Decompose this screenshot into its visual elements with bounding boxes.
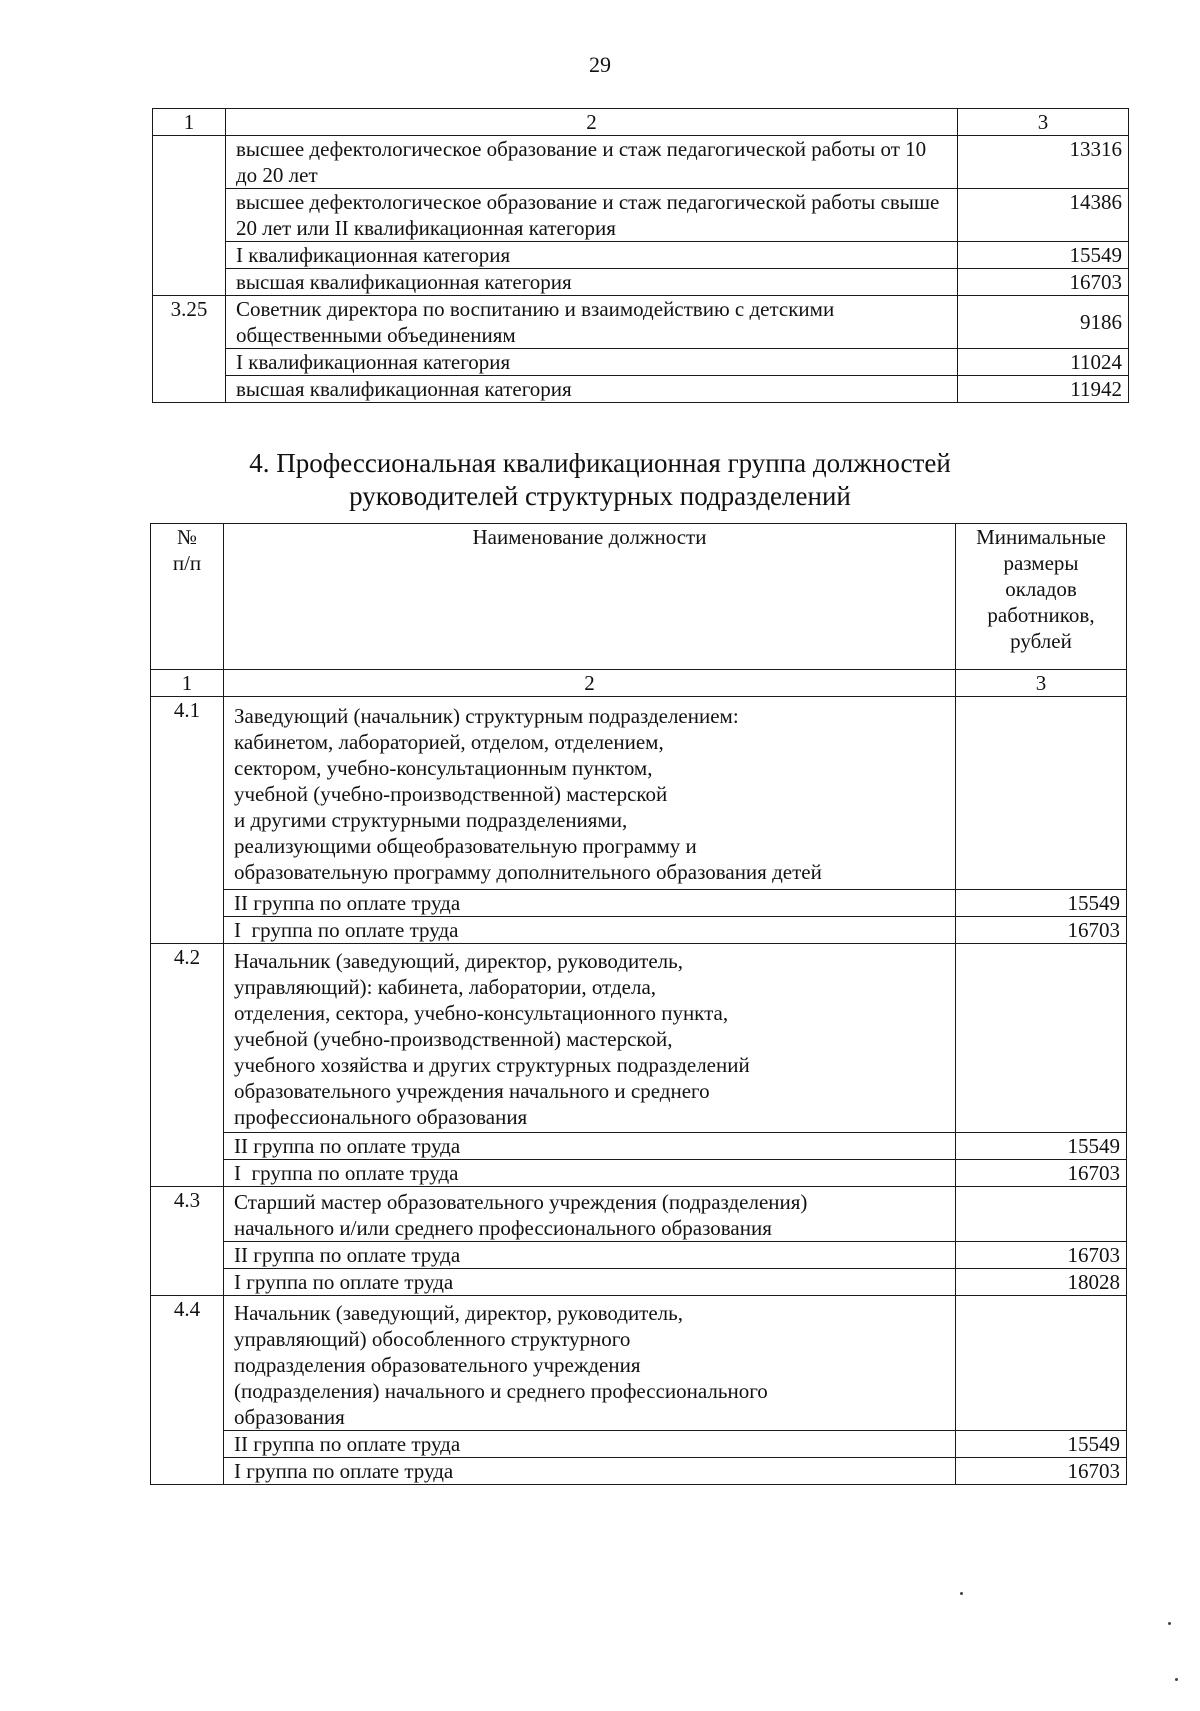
section4-table <box>150 523 1127 1485</box>
position-name: I группа по оплате труда <box>224 917 956 944</box>
salary-value: 9186 <box>958 296 1129 349</box>
position-name: высшая квалификационная категория <box>226 269 958 296</box>
section-title-line: 4. Профессиональная квалификационная группа должностей <box>249 448 951 478</box>
salary-value <box>956 697 1127 890</box>
position-name: II группа по оплате труда <box>224 1133 956 1160</box>
col-header-salary-line: рублей <box>1010 629 1072 653</box>
col-header-number <box>151 524 224 670</box>
col-header-salary-line: размеры <box>1003 551 1079 575</box>
position-name: I квалификационная категория <box>226 349 958 376</box>
position-name: высшая квалификационная категория <box>226 376 958 403</box>
page-number: 29 <box>589 52 611 77</box>
salary-value: 18028 <box>956 1269 1127 1296</box>
group-title-line: образовательную программу дополнительного образования детей <box>234 860 822 884</box>
group-title-line: Начальник (заведующий, директор, руководитель, <box>234 1301 683 1325</box>
col-header-number-line: № <box>176 525 198 549</box>
group-title-line: профессионального образования <box>234 1105 528 1129</box>
position-name: Советник директора по воспитанию и взаимодействию с детскими общественными объединениям <box>226 296 958 349</box>
table-row <box>151 1458 1127 1485</box>
salary-value: 11024 <box>958 349 1129 376</box>
col-header-salary-line: Минимальные <box>976 525 1106 549</box>
position-name: II группа по оплате труда <box>224 1242 956 1269</box>
table-row <box>151 1269 1127 1296</box>
continuation-table <box>152 108 1129 403</box>
table-row <box>151 1187 1127 1242</box>
table-row <box>151 1160 1127 1187</box>
group-title-line: подразделения образовательного учреждения <box>234 1353 641 1377</box>
table-row <box>151 697 1127 890</box>
section-title-line: руководителей структурных подразделений <box>349 481 851 511</box>
row-number-cell: 4.2 <box>151 944 224 1187</box>
table-header-row <box>151 524 1127 670</box>
salary-value: 11942 <box>958 376 1129 403</box>
col-header-salary-line: окладов <box>1005 577 1077 601</box>
scan-speck <box>1168 1622 1171 1625</box>
table-row <box>151 917 1127 944</box>
salary-value: 16703 <box>956 917 1127 944</box>
group-title-line: кабинетом, лабораторией, отделом, отделением, <box>234 730 664 754</box>
group-title-line: Старший мастер образовательного учреждения (подразделения) <box>234 1190 808 1214</box>
salary-value: 15549 <box>956 1431 1127 1458</box>
col-header-number-line: п/п <box>172 551 202 575</box>
table-row <box>151 1242 1127 1269</box>
col-index-3: 3 <box>958 109 1129 136</box>
salary-value: 15549 <box>956 890 1127 917</box>
table-row <box>153 349 1129 376</box>
group-title-line: сектором, учебно-консультационным пунктом, <box>234 756 653 780</box>
group-title-line: образования <box>234 1405 345 1429</box>
table-row <box>151 1133 1127 1160</box>
position-name: I группа по оплате труда <box>224 1160 956 1187</box>
group-title-line: (подразделения) начального и среднего профессионального <box>234 1379 768 1403</box>
group-title-line: Заведующий (начальник) структурным подразделением: <box>234 704 739 728</box>
table-row <box>153 376 1129 403</box>
table-row <box>151 944 1127 1133</box>
position-name: высшее дефектологическое образование и стаж педагогической работы свыше 20 лет или II квалификационная категория <box>226 189 958 242</box>
col-index-1: 1 <box>153 109 226 136</box>
col-index-2: 2 <box>224 670 956 697</box>
position-name: I группа по оплате труда <box>224 1458 956 1485</box>
scan-speck <box>960 1592 963 1595</box>
salary-value: 15549 <box>956 1133 1127 1160</box>
position-name: II группа по оплате труда <box>224 890 956 917</box>
table-row <box>153 242 1129 269</box>
position-name: II группа по оплате труда <box>224 1431 956 1458</box>
col-header-salary-line: работников, <box>987 603 1095 627</box>
table-index-row <box>153 109 1129 136</box>
salary-value: 15549 <box>958 242 1129 269</box>
group-title-line: управляющий): кабинета, лаборатории, отдела, <box>234 975 657 999</box>
table-row <box>153 296 1129 349</box>
salary-value: 16703 <box>956 1160 1127 1187</box>
row-number-cell: 4.4 <box>151 1296 224 1485</box>
group-title-line: Начальник (заведующий, директор, руководитель, <box>234 949 683 973</box>
salary-value <box>956 1187 1127 1242</box>
col-header-name: Наименование должности <box>224 524 956 670</box>
salary-value <box>956 1296 1127 1431</box>
position-name: высшее дефектологическое образование и стаж педагогической работы от 10 до 20 лет <box>226 136 958 189</box>
section-title <box>0 447 1200 513</box>
table-row <box>151 890 1127 917</box>
table-index-row <box>151 670 1127 697</box>
salary-value: 16703 <box>956 1242 1127 1269</box>
table-row <box>153 269 1129 296</box>
col-index-2: 2 <box>226 109 958 136</box>
col-index-1: 1 <box>151 670 224 697</box>
group-title-line: учебной (учебно-производственной) мастерской, <box>234 1027 673 1051</box>
position-name: I квалификационная категория <box>226 242 958 269</box>
position-name: I группа по оплате труда <box>224 1269 956 1296</box>
col-header-salary <box>956 524 1127 670</box>
group-title <box>224 944 956 1133</box>
scan-speck <box>1175 1678 1178 1681</box>
row-number-cell: 4.1 <box>151 697 224 944</box>
group-title-line: и другими структурными подразделениями, <box>234 808 628 832</box>
group-title <box>224 1296 956 1431</box>
group-title-line: управляющий) обособленного структурного <box>234 1327 631 1351</box>
group-title <box>224 1187 956 1242</box>
table-row <box>151 1431 1127 1458</box>
salary-value: 16703 <box>958 269 1129 296</box>
group-title-line: учебного хозяйства и других структурных подразделений <box>234 1053 750 1077</box>
table-row <box>151 1296 1127 1431</box>
col-index-3: 3 <box>956 670 1127 697</box>
table-row <box>153 189 1129 242</box>
row-number-cell: 4.3 <box>151 1187 224 1296</box>
row-number-cell <box>153 136 226 296</box>
group-title-line: образовательного учреждения начального и среднего <box>234 1079 710 1103</box>
group-title-line: начального и/или среднего профессионального образования <box>234 1216 772 1240</box>
group-title-line: отделения, сектора, учебно-консультационного пункта, <box>234 1001 729 1025</box>
table-row <box>153 136 1129 189</box>
salary-value: 14386 <box>958 189 1129 242</box>
salary-value <box>956 944 1127 1133</box>
group-title <box>224 697 956 890</box>
group-title-line: учебной (учебно-производственной) мастерской <box>234 782 668 806</box>
salary-value: 13316 <box>958 136 1129 189</box>
salary-value: 16703 <box>956 1458 1127 1485</box>
row-number-cell: 3.25 <box>153 296 226 403</box>
group-title-line: реализующими общеобразовательную программу и <box>234 834 697 858</box>
